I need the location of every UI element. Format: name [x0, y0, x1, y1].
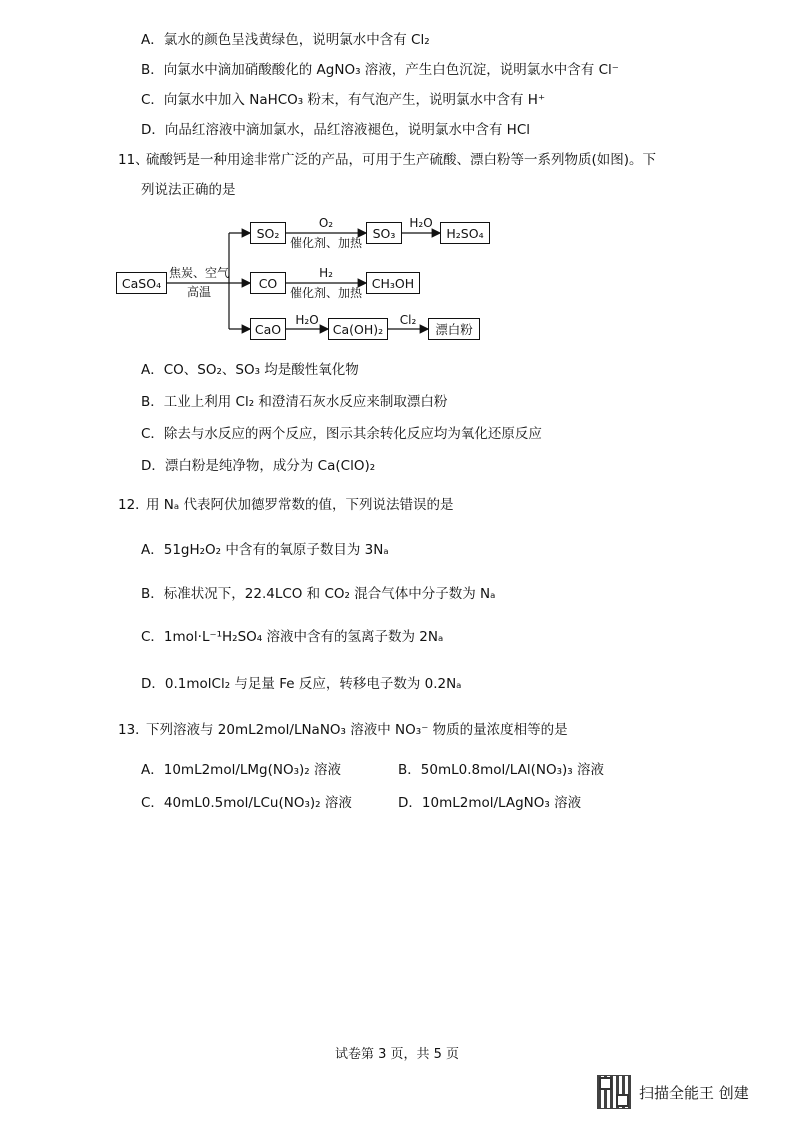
row2-reagent-h2: H₂: [319, 266, 333, 280]
bleaching-powder-box: 漂白粉: [428, 318, 480, 340]
row1-condition: 催化剂、加热: [289, 236, 362, 250]
so2-box: SO₂: [250, 222, 286, 244]
scanner-label: 扫描全能王 创建: [639, 1083, 749, 1102]
q13-option-c: C．40mL0.5mol/LCu(NO₃)₂ 溶液: [141, 795, 352, 811]
ch3oh-box: CH₃OH: [366, 272, 420, 294]
row3-reagent-h2o: H₂O: [295, 313, 319, 327]
h2so4-box: H₂SO₄: [440, 222, 490, 244]
q12-number: 12．: [118, 497, 149, 513]
q13-option-a: A．10mL2mol/LMg(NO₃)₂ 溶液: [141, 762, 341, 778]
q10-option-b: B．向氯水中滴加硝酸酸化的 AgNO₃ 溶液，产生白色沉淀，说明氯水中含有 Cl⁻: [141, 62, 619, 78]
q11-stem-line1: 硫酸钙是一种用途非常广泛的产品，可用于生产硫酸、漂白粉等一系列物质(如图)。下: [146, 152, 657, 168]
page-footer: 试卷第 3 页，共 5 页: [334, 1047, 460, 1062]
q11-option-b: B．工业上利用 Cl₂ 和澄清石灰水反应来制取漂白粉: [141, 394, 448, 410]
q10-option-c: C．向氯水中加入 NaHCO₃ 粉末，有气泡产生，说明氯水中含有 H⁺: [141, 92, 546, 108]
so3-box: SO₃: [366, 222, 402, 244]
q11-option-d: D．漂白粉是纯净物，成分为 Ca(ClO)₂: [141, 458, 376, 474]
q10-option-d: D．向品红溶液中滴加氯水，品红溶液褪色，说明氯水中含有 HCl: [141, 122, 531, 138]
q12-option-d: D．0.1molCl₂ 与足量 Fe 反应，转移电子数为 0.2Nₐ: [141, 676, 462, 692]
cao-box: CaO: [250, 318, 286, 340]
condition-bottom: 高温: [186, 285, 211, 299]
q11-option-c: C．除去与水反应的两个反应，图示其余转化反应均为氧化还原反应: [141, 426, 542, 442]
q12-option-c: C．1mol·L⁻¹H₂SO₄ 溶液中含有的氢离子数为 2Nₐ: [141, 629, 444, 645]
q13-option-d: D．10mL2mol/LAgNO₃ 溶液: [398, 795, 582, 811]
q12-stem: 用 Nₐ 代表阿伏加德罗常数的值，下列说法错误的是: [146, 497, 454, 513]
caoh2-box: Ca(OH)₂: [328, 318, 388, 340]
q11-stem-line2: 列说法正确的是: [141, 182, 236, 198]
row2-condition: 催化剂、加热: [289, 286, 362, 300]
q11-option-a: A．CO、SO₂、SO₃ 均是酸性氧化物: [141, 362, 359, 378]
row1-reagent-h2o: H₂O: [409, 216, 433, 230]
row1-reagent-o2: O₂: [318, 216, 334, 230]
condition-top: 焦炭、空气: [168, 266, 229, 280]
co-box: CO: [250, 272, 286, 294]
q11-flow-diagram-lines: [0, 0, 794, 360]
q12-option-b: B．标准状况下，22.4LCO 和 CO₂ 混合气体中分子数为 Nₐ: [141, 586, 496, 602]
caso4-box: CaSO₄: [116, 272, 167, 294]
q11-number: 11、: [118, 152, 149, 168]
q13-option-b: B．50mL0.8mol/LAl(NO₃)₃ 溶液: [398, 762, 604, 778]
q13-stem: 下列溶液与 20mL2mol/LNaNO₃ 溶液中 NO₃⁻ 物质的量浓度相等的是: [146, 722, 568, 738]
q13-number: 13．: [118, 722, 149, 738]
q10-option-a: A．氯水的颜色呈浅黄绿色，说明氯水中含有 Cl₂: [141, 32, 430, 48]
scanner-watermark: [597, 1075, 749, 1109]
qr-code-icon: [597, 1075, 631, 1109]
q12-option-a: A．51gH₂O₂ 中含有的氧原子数目为 3Nₐ: [141, 542, 389, 558]
row3-reagent-cl2: Cl₂: [399, 313, 417, 327]
